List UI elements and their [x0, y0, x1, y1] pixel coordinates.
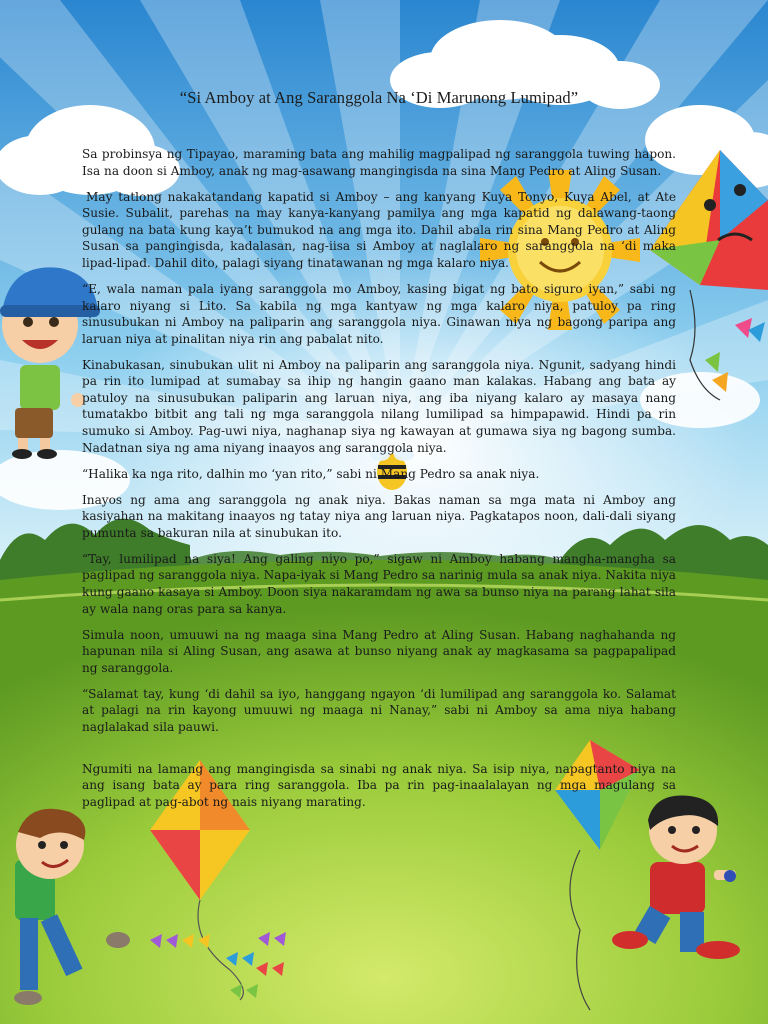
paragraph-1: Sa probinsya ng Tipayao, maraming bata ang mahilig magpalipad ng saranggola tuwing hapon. Isa na doon si Amboy, anak ng mag-asawang mangingisda na sina Mang Pedro at Aling Susan.: [82, 147, 676, 178]
paragraph-2: May tatlong nakakatandang kapatid si Amboy – ang kanyang Kuya Tonyo, Kuya Abel, at Ate Susie. Subalit, parehas na may kanya-kanyang pamilya ang mga kapatid ng dalawang-taong gulang na bata kung kaya’t bumukod na ang mga ito. Dahil abala rin sina Mang Pedro at Aling Susan sa pangingisda, kadalasan, nag-iisa si Amboy at naglalaro ng saranggola na ‘di maka lipad-lipad. Dahil dito, palagi siyang tinatawanan ng mga kalaro niya.: [82, 189, 676, 270]
paragraph-10: Ngumiti na lamang ang mangingisda sa sinabi ng anak niya. Sa isip niya, napagtanto niya na ang isang bata ay para ring saranggola. Iba pa rin pag-inaalalayan ng mga magulang sa paglipad at pag-abot ng nais niyang marating.: [82, 761, 676, 809]
paragraph-5: “Halika ka nga rito, dalhin mo ‘yan rito,” sabi ni Mang Pedro sa anak niya.: [82, 466, 540, 481]
paragraph-4: Kinabukasan, sinubukan ulit ni Amboy na paliparin ang saranggola niya. Ngunit, sadyang hindi pa rin ito lumipad at sumabay sa ihip ng hangin gaano man kalakas. Habang ang bata ay patuloy na sinusubukan paliparin ang laruan niya, ang iba niyang kalaro ay masaya nang tumatakbo bitbit ang tali ng mga saranggola nilang lumilipad sa himpapawid. Hindi pa rin sumuko si Amboy. Pag-uwi niya, naghanap siya ng kawayan at gumawa siya ng bagong sumba. Nadatnan siya ng ama niyang inaayos ang saranggola niya.: [82, 357, 676, 455]
paragraph-3: “E, wala naman pala iyang saranggola mo Amboy, kasing bigat ng bato siguro iyan,” sabi ng kalaro niyang si Lito. Sa kabila ng mga kantyaw ng mga kalaro niya, patuloy pa ring sinusubukan ni Amboy na paliparin ang saranggola niya. Ginawan niya ng bagong paripa ang laruan niya at pinalitan niya rin ang pabalat nito.: [82, 281, 676, 346]
story-text-block: [82, 88, 676, 820]
paragraph-9: “Salamat tay, kung ‘di dahil sa iyo, hanggang ngayon ‘di lumilipad ang saranggola ko. Salamat at palagi na rin kayong umuuwi ng maaga ni Nanay,” sabi ni Amboy sa ama niya habang naglalakad sila pauwi.: [82, 686, 676, 734]
paragraph-7: “Tay, lumilipad na siya! Ang galing niyo po,” sigaw ni Amboy habang mangha-mangha sa paglipad ng saranggola niya. Napa-iyak si Mang Pedro sa narinig mula sa anak niya. Nakita niya kung gaano kasaya si Amboy. Doon siya nakaramdam ng awa sa bunso niya na parang lahat sila ay wala nang oras para sa kanya.: [82, 551, 676, 616]
paragraph-8: Simula noon, umuuwi na ng maaga sina Mang Pedro at Aling Susan. Habang naghahanda ng hapunan nila si Aling Susan, ang asawa at bunso niyang anak ay magkasama sa pagpapalipad ng saranggola.: [82, 627, 676, 675]
paragraph-6: Inayos ng ama ang saranggola ng anak niya. Bakas naman sa mga mata ni Amboy ang kasiyahan na makitang inaayos ng tatay niya ang laruan niya. Pagkatapos noon, dali-dali siyang pumunta sa bakuran nila at sinubukan ito.: [82, 492, 676, 540]
story-title: “Si Amboy at Ang Saranggola Na ‘Di Marunong Lumipad”: [179, 88, 579, 107]
